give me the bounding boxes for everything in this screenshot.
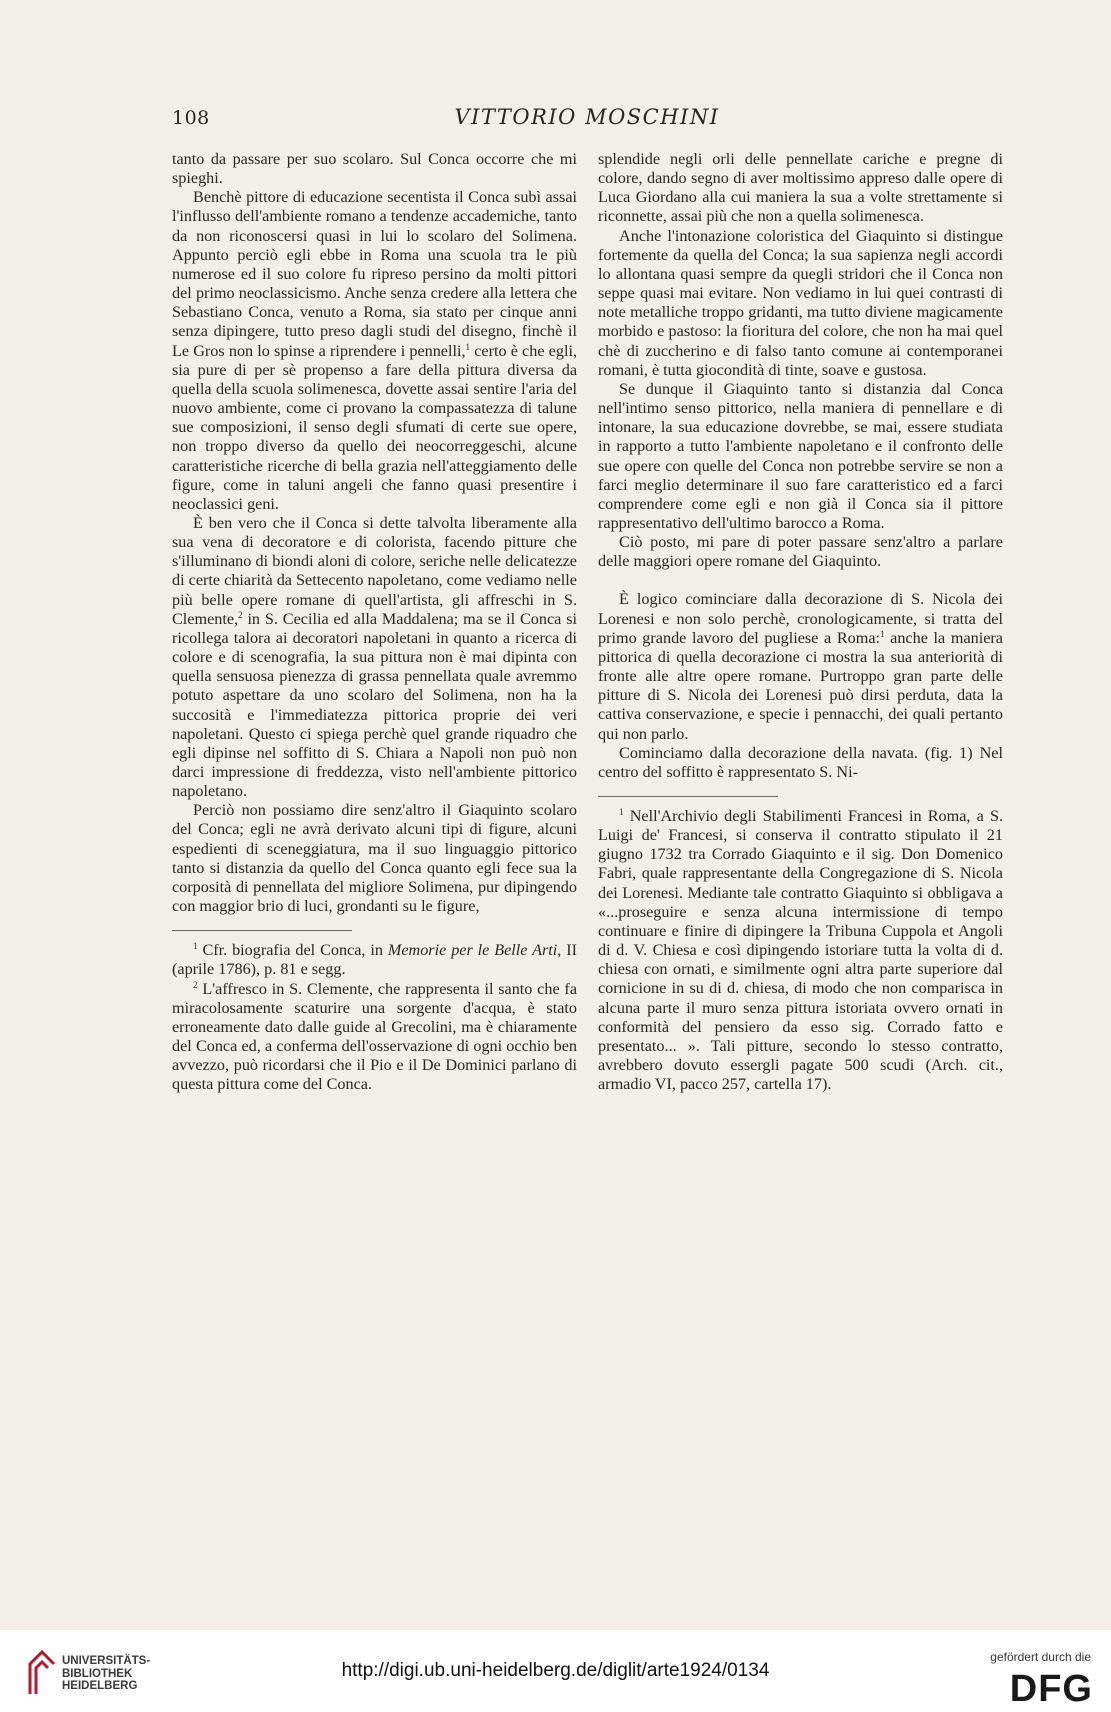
library-name-line: HEIDELBERG <box>62 1680 138 1692</box>
paragraph-text: certo è che egli, sia pure di per sè propenso a fare della pittura diversa da quella della scuola solimenesca, dovette assai sentire l'aria del nuovo ambiente, come ci provano la compassatezza di talune sue composizioni, il senso degli sfumati di certe sue opere, non troppo diverso da quello dei neocorreggeschi, alcune caratteristiche ricerche di bella grazia nell'atteggiamento delle figure, come in taluni angeli che fanno quasi presentire i neoclassici geni. <box>172 341 578 513</box>
paragraph: Anche l'intonazione coloristica del Giaquinto si distingue fortemente da quella del Conca; la sua sapienza negli accordi lo allontana quasi sempre da quegli stridori che il Conca non seppe quasi mai evitare. Non vediamo in lui quei contrasti di note metalliche troppo gridanti, ma tutto diviene magicamente morbido e pastoso: la fioritura del colore, che non ha mai quel chè di zuccherino e di falso tanto comune ai contemporanei romani, è tutta giocondità di tinte, soave e gustosa. <box>598 226 1003 379</box>
paragraph-text: È logico cominciare dalla decorazione di S. Nicola dei Lorenesi e non solo perchè, cronologicamente, si tratta del primo grande lavoro del pugliese a Roma: <box>598 590 1003 647</box>
paragraph <box>598 590 1003 743</box>
footnote-text: , II (aprile 1786), p. 81 e segg. <box>172 941 578 979</box>
footnote <box>598 807 1003 1094</box>
paragraph: tanto da passare per suo scolaro. Sul Conca occorre che mi spieghi. <box>172 150 577 188</box>
paragraph-text: È ben vero che il Conca si dette talvolta liberamente alla sua vena di decoratore e di colorista, facendo pitture che s'illuminano di biondi aloni di colore, seriche nelle delicatezze di certe chiarità da Settecento napoletano, come vediamo nelle più belle opere romane di quell'artista, gli affreschi in S. Clemente, <box>172 513 577 628</box>
sponsor-note: gefördert durch die <box>990 1650 1091 1664</box>
paragraph: Perciò non possiamo dire senz'altro il Giaquinto scolaro del Conca; egli ne avrà derivato alcuni tipi di figure, alcuni espedienti di sceneggiatura, ma il suo linguaggio pittorico tanto si distanzia da quello del Conca quanto egli fece sua la corposità di pennellata del migliore Solimena, pur dipingendo con maggior brio di luci, grondanti su le figure, <box>172 801 577 916</box>
source-url-link[interactable]: http://digi.ub.uni-heidelberg.de/diglit/arte1924/0134 <box>341 1660 770 1681</box>
paragraph: splendide negli orli delle pennellate cariche e pregne di colore, dando segno di aver moltissimo appreso dalle opere di Luca Giordano alla cui maniera la sua a volte strettamente si riconnette, assai più che non a quella solimenesca. <box>598 150 1003 226</box>
footnote-number: 1 <box>619 807 624 817</box>
footnote-divider <box>598 796 778 797</box>
footnote-number: 2 <box>193 979 198 990</box>
footnote-text: Cfr. biografia del Conca, in <box>202 941 388 960</box>
paragraph: Se dunque il Giaquinto tanto si distanzia dal Conca nell'intimo senso pittorico, nella maniera di pennellare e di intonare, la sua educazione dovrebbe, se mai, essere studiata in rapporto a tutto l'ambiente napoletano e il confronto delle sue opere con quelle del Conca non potrebbe servire se non a farci meglio determinare il suo fare caratteristico ed a farci comprendere come egli e non già il Conca sia il pittore rappresentativo dell'ultimo barocco a Roma. <box>598 379 1003 532</box>
footnote-number: 1 <box>193 941 198 952</box>
footnote-text: Nell'Archivio degli Stabilimenti Francesi in Roma, a S. Luigi de' Francesi, si conserva il contratto stipulato il 21 giugno 1732 tra Corrado Giaquinto e il sig. Don Domenico Fabri, quale rappresentante della Congregazione di S. Nicola dei Lorenesi. Mediante tale contratto Giaquinto si obbligava a «...proseguire e senza alcuna intermissione di tempo continuare e finire di dipingere la Tribuna Cuppola et Angoli di d. V. Chiesa e così dipingendo istoriare tutta la volta di d. chiesa con ornati, e similmente ogni altra parte superiore dal cornicione in su di d. chiesa, di modo che non comparisca in alcuna parte il muro senza pittura istoriata ovvero ornati in conformità del pensiero da esso sig. Corrado fatto e presentato... ». Tali pitture, secondo lo stesso contratto, avrebbero dovuto essergli pagate 500 scudi (Arch. cit., armadio VI, pacco 257, cartella 17). <box>598 807 1003 1094</box>
paragraph <box>172 514 577 801</box>
digitization-footer <box>0 1630 1111 1712</box>
library-name-line: BIBLIOTHEK <box>62 1667 133 1680</box>
paragraph-text: Benchè pittore di educazione secentista il Conca subì assai l'influsso dell'ambiente romano a tendenze accademiche, tanto da non riconoscersi quasi in lui lo scolaro del Solimena. Appunto perciò egli ebbe in Roma una scuola tra le più numerose ed il suo colore fu ripreso persino da molti pittori del primo neoclassicismo. Anche senza credere alla lettera che Sebastiano Conca, venuto a Roma, sia stato per cinque anni senza dipingere, tutto preso dagli studi del disegno, finchè il Le Gros non lo spinse a riprendere i pennelli, <box>172 188 577 360</box>
footnote-divider <box>172 930 352 931</box>
paragraph-text: in S. Cecilia ed alla Maddalena; ma se il Conca si ricollega talora ai decoratori napoletani in quanto a ricerca di colore e di scenografia, la sua pittura non è mai dipinta con quella sensuosa pienezza di grassa pennellata quale avremmo potuto aspettare da uno scolaro del Solimena, non ha la succosità e l'immediatezza pittorica proprie dei veri napoletani. Questo ci spiega perchè quel grande riquadro che egli dipinse nel soffitto di S. Chiara a Napoli non può non darci impressione di freddezza, visto nell'ambiente pittorico napoletano. <box>172 609 577 801</box>
paragraph: Ciò posto, mi pare di poter passare senz'altro a parlare delle maggiori opere romane del Giaquinto. <box>598 533 1003 571</box>
left-column <box>172 150 577 1095</box>
right-column <box>598 150 1003 1094</box>
library-name-line: UNIVERSITÄTS- <box>62 1655 151 1667</box>
paragraph <box>172 188 577 514</box>
paragraph-text: anche la maniera pittorica di quella decorazione ci mostra la sua anteriorità di fronte alle altre opere romane. Purtroppo gran parte delle pitture di S. Nicola dei Lorenesi può dirsi perduta, data la cattiva conservazione, e specie i pennacchi, dei quali pertanto qui non parlo. <box>598 628 1003 743</box>
footnote-marker: 1 <box>880 628 885 639</box>
footnote-title: Memorie per le Belle Arti <box>387 941 558 960</box>
paragraph: Cominciamo dalla decorazione della navata. (fig. 1) Nel centro del soffitto è rappresentato S. Ni- <box>598 743 1003 781</box>
footnote-marker: 1 <box>465 341 471 352</box>
dfg-logo: DFG <box>1009 1668 1093 1710</box>
footnote-text: L'affresco in S. Clemente, che rappresenta il santo che fa miracolosamente scaturire una sorgente d'acqua, è stato erroneamente dato dalle guide al Grecolini, ma è chiaramente del Conca ed, a conferma dell'osservazione di ogni occhio ben avvezzo, può ricordarsi che il Pio e il De Dominici parlano di questa pittura come del Conca. <box>172 979 578 1094</box>
footnote-marker: 2 <box>238 609 243 620</box>
footnote <box>172 980 577 1095</box>
running-head <box>172 105 1002 133</box>
footnote <box>172 941 577 979</box>
page-number: 108 <box>172 107 210 129</box>
running-title: VITTORIO MOSCHINI <box>454 105 720 129</box>
